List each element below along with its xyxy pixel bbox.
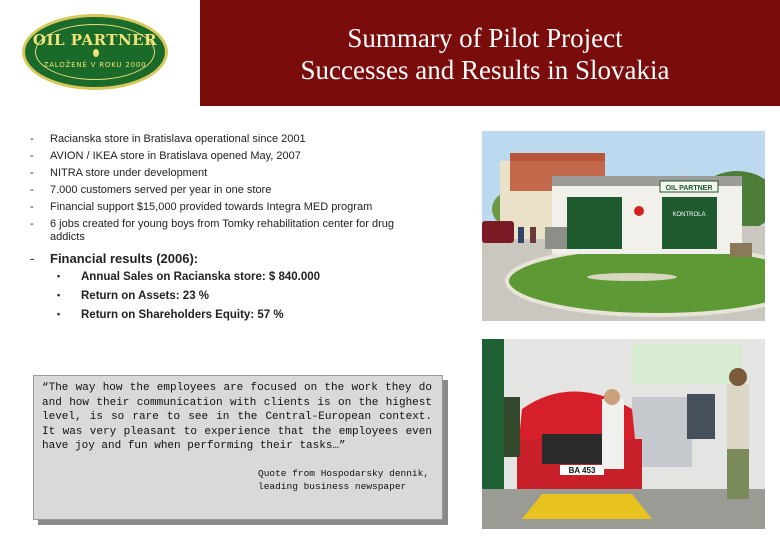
container [545,227,567,249]
bullet-list [30,133,450,266]
title-line-2: Successes and Results in Slovakia [300,55,670,85]
logo-area [0,0,200,106]
bullet-item [30,150,450,163]
yellow-ramp [522,494,652,519]
financial-item-text: Return on Shareholders Equity: 57 % [81,309,284,321]
bullet-item [30,167,450,180]
quote-source-line-2: leading business newspaper [258,481,407,492]
bullet-text: 6 jobs created for young boys from Tomky rehabilitation center for drug addicts [50,218,395,243]
oil-partner-logo [22,14,168,90]
quote-text: “The way how the employees are focused on the work they do and how their communication with clients is on the highest level, is so rare to see in the Central-European context. It was very pleasant to experience that the employees even have joy and fun when performing their tasks…” [42,382,432,452]
logo-bottom-text: ZALOŽENÉ V ROKU 2000 [43,61,147,69]
bullet-dot-icon: • [57,271,61,281]
person [530,227,536,243]
dash-marker: - [30,167,34,179]
quote-source [258,467,438,493]
path [587,273,677,281]
dash-marker: - [30,218,34,230]
dash-marker: - [30,184,34,196]
garage-door [567,197,622,249]
roof-left [510,153,605,161]
diagnostic-screen [687,394,715,439]
dash-marker: - [30,201,34,213]
financial-item-text: Annual Sales on Racianska store: $ 840.000 [81,271,321,283]
bullet-item [30,218,420,243]
bullet-item [30,133,450,146]
bullet-text: Racianska store in Bratislava operational since 2001 [50,133,306,145]
bullet-dot-icon: • [57,290,61,300]
page-title [200,22,770,86]
garage-door [662,197,717,249]
small-sign [730,243,752,257]
workshop-interior-photo [482,339,765,529]
dash-marker: - [30,133,34,145]
quote-source-line-1: Quote from Hospodarsky dennik, [258,468,430,479]
header-banner [0,0,780,106]
bullet-item [30,184,450,197]
financial-item-text: Return on Assets: 23 % [81,290,210,302]
mechanic-head [604,389,620,405]
store-exterior-illustration [482,131,765,321]
store-sign-text: OIL PARTNER [665,185,713,192]
bullet-text: 7.000 customers served per year in one store [50,184,272,196]
store-exterior-photo [482,131,765,321]
bullet-text: Financial support $15,000 provided towards Integra MED program [50,201,373,213]
financial-heading-text: Financial results (2006): [50,251,199,266]
financial-heading [30,251,450,266]
dash-marker: - [30,251,35,266]
dash-marker: - [30,150,34,162]
mechanic-left [504,397,520,457]
panel-text: KONTROLA [672,212,706,218]
workshop-interior-illustration [482,339,765,529]
bullet-text: AVION / IKEA store in Bratislava opened May, 2007 [50,150,301,162]
person [518,227,524,243]
logo-top-text: OIL PARTNER [32,31,158,49]
bullet-text: NITRA store under development [50,167,208,179]
window [632,344,742,384]
oil-drop-icon [93,49,99,57]
title-line-1: Summary of Pilot Project [347,23,623,53]
customer-trousers [727,449,749,499]
no-entry-sign-icon [634,206,644,216]
customer-head [729,368,747,386]
mechanic [602,399,624,469]
parked-car [482,221,514,243]
quote-box [33,375,443,520]
bullet-item [30,201,450,214]
license-plate-text: BA 453 [568,466,596,475]
bullet-dot-icon: • [57,309,61,319]
